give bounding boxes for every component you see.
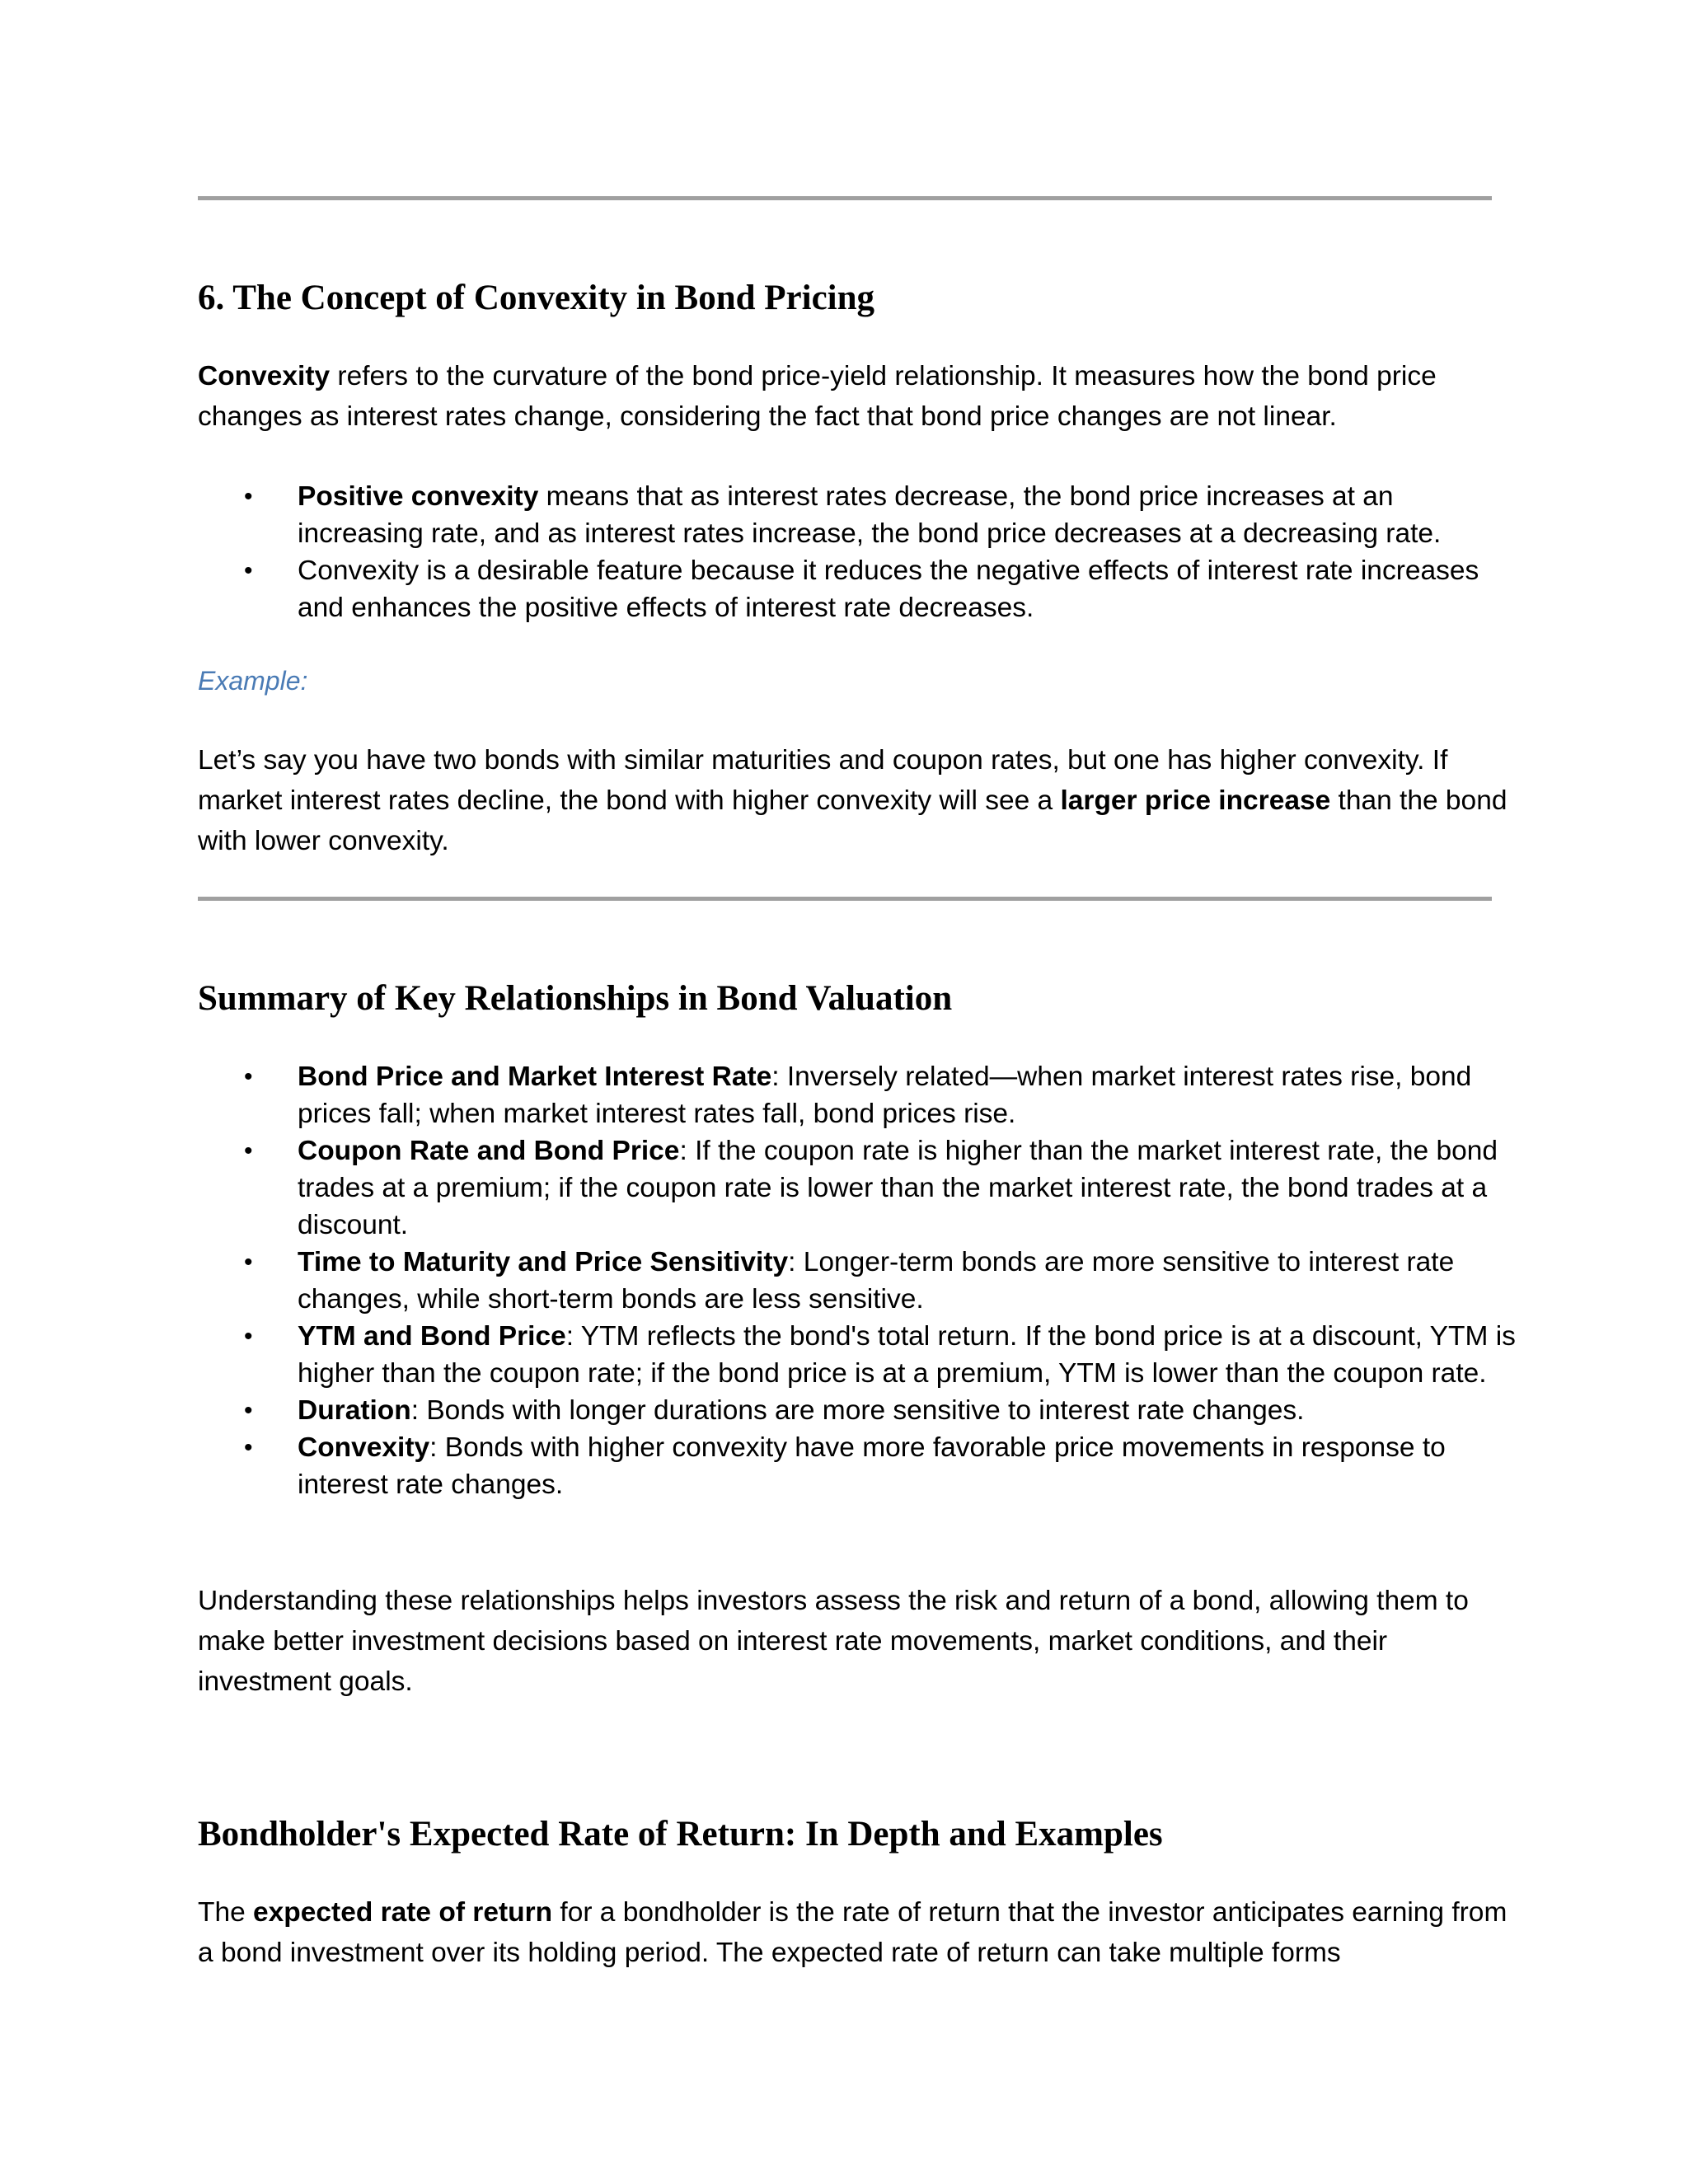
bullet-icon: • (244, 1063, 253, 1090)
bullet-icon: • (244, 1323, 253, 1350)
bullet-icon: • (244, 1397, 253, 1424)
list-item (198, 1244, 1517, 1318)
expected-return-text-before: The (198, 1897, 254, 1928)
bullet-icon: • (244, 1137, 253, 1165)
convexity-intro-text: refers to the curvature of the bond price-yield relationship. It measures how the bond price changes as interest rates change, considering the fact that bond price changes are not linear. (198, 361, 1437, 432)
list-item (198, 552, 1517, 626)
horizontal-rule (198, 196, 1492, 200)
bullet-icon: • (244, 483, 253, 510)
list-item-text: Convexity is a desirable feature because it reduces the negative effects of interest rate increases and enhances the positive effects of interest rate decreases. (298, 555, 1479, 623)
expected-return-term: expected rate of return (253, 1897, 553, 1928)
summary-bullet-list (198, 1058, 1517, 1503)
list-item-text: : YTM reflects the bond's total return. If the bond price is at a discount, YTM is higher than the coupon rate; if the bond price is at a premium, YTM is lower than the coupon rate. (298, 1321, 1516, 1389)
expected-return-heading: Bondholder's Expected Rate of Return: In Depth and Examples (198, 1815, 1163, 1854)
list-item (198, 478, 1517, 552)
convexity-term: Convexity (198, 361, 331, 391)
list-item (198, 1429, 1517, 1503)
convexity-intro-paragraph (198, 356, 1517, 437)
bullet-icon: • (244, 1434, 253, 1461)
horizontal-rule (198, 897, 1492, 901)
example-label: Example: (198, 666, 308, 696)
list-item (198, 1132, 1517, 1244)
list-item-term: YTM and Bond Price (298, 1321, 566, 1352)
example-text-after: than the bond with lower convexity. (198, 785, 1507, 856)
expected-return-text-after: for a bondholder is the rate of return that the investor anticipates earning from a bond investment over its holding period. The expected rate of return can take multiple forms (198, 1897, 1507, 1968)
summary-heading: Summary of Key Relationships in Bond Valuation (198, 979, 953, 1018)
example-emphasis: larger price increase (1060, 785, 1331, 816)
list-item (198, 1318, 1517, 1392)
example-paragraph (198, 740, 1517, 861)
bullet-icon: • (244, 1249, 253, 1276)
list-item-text: : If the coupon rate is higher than the market interest rate, the bond trades at a premium; if the coupon rate is lower than the market interest rate, the bond trades at a discount. (298, 1136, 1498, 1240)
list-item (198, 1392, 1517, 1429)
list-item-text: : Bonds with longer durations are more sensitive to interest rate changes. (410, 1395, 1305, 1426)
summary-conclusion-paragraph: Understanding these relationships helps investors assess the risk and return of a bond, allowing them to make better investment decisions based on interest rate movements, market conditions, and their investment goals. (198, 1586, 1469, 1697)
list-item-term: Convexity (298, 1432, 430, 1463)
list-item-text: : Inversely related—when market interest rates rise, bond prices fall; when market interest rates fall, bond prices rise. (298, 1062, 1472, 1129)
list-item-term: Bond Price and Market Interest Rate (298, 1062, 772, 1092)
bullet-icon: • (244, 557, 253, 584)
section-6-heading: 6. The Concept of Convexity in Bond Pricing (198, 279, 875, 317)
list-item-term: Positive convexity (298, 481, 539, 512)
list-item-text: means that as interest rates decrease, the bond price increases at an increasing rate, and as interest rates increase, the bond price decreases at a decreasing rate. (298, 481, 1442, 549)
list-item-text: : Longer-term bonds are more sensitive to interest rate changes, while short-term bonds are less sensitive. (298, 1247, 1455, 1315)
list-item (198, 1058, 1517, 1132)
list-item-term: Duration (298, 1395, 411, 1426)
list-item-term: Time to Maturity and Price Sensitivity (298, 1247, 789, 1277)
convexity-bullet-list (198, 478, 1517, 626)
list-item-text: : Bonds with higher convexity have more favorable price movements in response to interest rate changes. (298, 1432, 1446, 1500)
list-item-term: Coupon Rate and Bond Price (298, 1136, 680, 1166)
expected-return-intro-paragraph (198, 1892, 1517, 1973)
example-text-before: Let’s say you have two bonds with similar maturities and coupon rates, but one has higher convexity. If market interest rates decline, the bond with higher convexity will see a (198, 745, 1448, 816)
